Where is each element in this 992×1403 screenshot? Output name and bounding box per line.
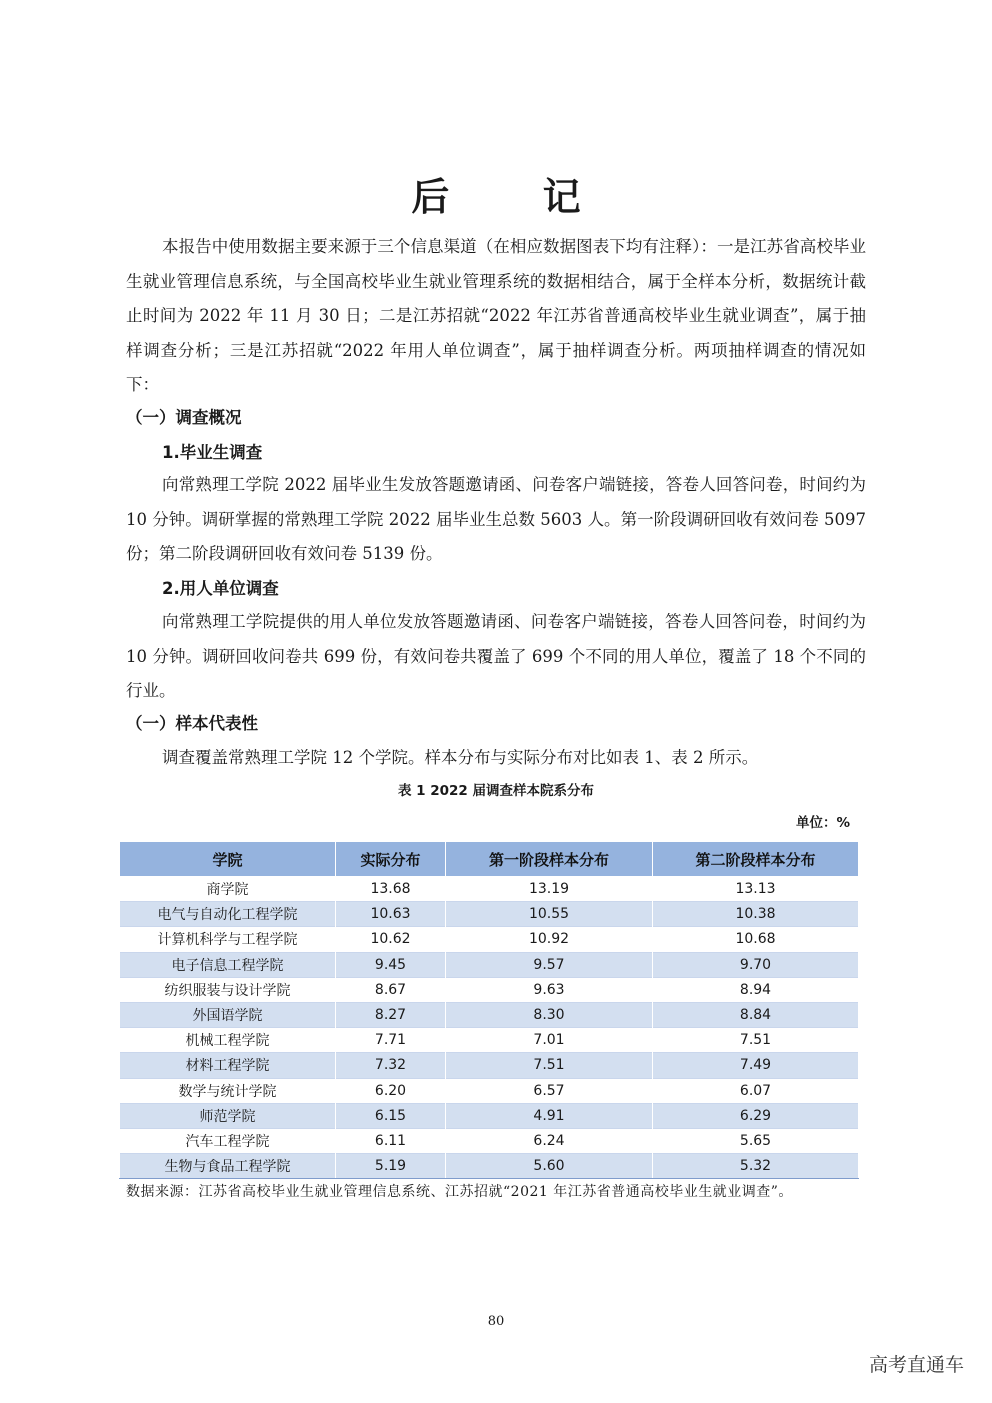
column-header-college: 学院 xyxy=(120,842,336,877)
page-title: 后 记 xyxy=(411,175,621,219)
actual-value: 6.11 xyxy=(336,1128,446,1153)
table-row xyxy=(120,927,859,952)
subheading-graduate-survey: 1.毕业生调查 xyxy=(162,443,263,462)
stage2-value: 5.32 xyxy=(653,1154,859,1179)
stage2-value: 8.94 xyxy=(653,977,859,1002)
college-name: 计算机科学与工程学院 xyxy=(120,927,336,952)
stage1-value: 8.30 xyxy=(446,1002,653,1027)
stage1-value: 6.24 xyxy=(446,1128,653,1153)
actual-value: 13.68 xyxy=(336,877,446,902)
stage1-value: 4.91 xyxy=(446,1103,653,1128)
table-row xyxy=(120,952,859,977)
table-row xyxy=(120,977,859,1002)
stage2-value: 10.68 xyxy=(653,927,859,952)
college-name: 电气与自动化工程学院 xyxy=(120,902,336,927)
stage2-value: 9.70 xyxy=(653,952,859,977)
actual-value: 6.15 xyxy=(336,1103,446,1128)
stage1-value: 10.92 xyxy=(446,927,653,952)
stage2-value: 13.13 xyxy=(653,877,859,902)
stage1-value: 5.60 xyxy=(446,1154,653,1179)
actual-value: 5.19 xyxy=(336,1154,446,1179)
college-name: 外国语学院 xyxy=(120,1002,336,1027)
table-caption: 表 1 2022 届调查样本院系分布 xyxy=(397,783,595,799)
column-header-stage2: 第二阶段样本分布 xyxy=(653,842,859,877)
stage2-value: 10.38 xyxy=(653,902,859,927)
representativeness-paragraph: 调查覆盖常熟理工学院 12 个学院。样本分布与实际分布对比如表 1、表 2 所示。 xyxy=(162,748,759,767)
subheading-employer-survey: 2.用人单位调查 xyxy=(162,579,279,598)
stage1-value: 6.57 xyxy=(446,1078,653,1103)
column-header-actual: 实际分布 xyxy=(336,842,446,877)
table-row xyxy=(120,1154,859,1179)
table-row xyxy=(120,1128,859,1153)
page-number: 80 xyxy=(487,1314,505,1329)
college-name: 师范学院 xyxy=(120,1103,336,1128)
table-row xyxy=(120,1002,859,1027)
table-row xyxy=(120,1028,859,1053)
stage2-value: 7.51 xyxy=(653,1028,859,1053)
college-name: 商学院 xyxy=(120,877,336,902)
graduate-survey-paragraph: 向常熟理工学院 2022 届毕业生发放答题邀请函、问卷客户端链接，答卷人回答问卷，时间约为 10 分钟。调研掌握的常熟理工学院 2022 届毕业生总数 5603 人。第一阶段调研回收有效问卷 5097 份；第二阶段调研回收有效问卷 5139 份。 xyxy=(126,475,866,563)
table-row xyxy=(120,877,859,902)
actual-value: 10.63 xyxy=(336,902,446,927)
actual-value: 10.62 xyxy=(336,927,446,952)
actual-value: 8.67 xyxy=(336,977,446,1002)
college-name: 机械工程学院 xyxy=(120,1028,336,1053)
table-row xyxy=(120,1053,859,1078)
table-unit: 单位：% xyxy=(795,815,850,831)
college-name: 纺织服装与设计学院 xyxy=(120,977,336,1002)
table-row xyxy=(120,1078,859,1103)
stage2-value: 8.84 xyxy=(653,1002,859,1027)
stage1-value: 7.51 xyxy=(446,1053,653,1078)
table-row xyxy=(120,902,859,927)
stage2-value: 5.65 xyxy=(653,1128,859,1153)
actual-value: 9.45 xyxy=(336,952,446,977)
stage1-value: 13.19 xyxy=(446,877,653,902)
stage1-value: 10.55 xyxy=(446,902,653,927)
table-row xyxy=(120,1103,859,1128)
actual-value: 6.20 xyxy=(336,1078,446,1103)
actual-value: 7.32 xyxy=(336,1053,446,1078)
college-name: 生物与食品工程学院 xyxy=(120,1154,336,1179)
table-header-row xyxy=(120,842,859,877)
section-heading-overview: （一）调查概况 xyxy=(126,408,242,427)
stage2-value: 6.29 xyxy=(653,1103,859,1128)
college-name: 汽车工程学院 xyxy=(120,1128,336,1153)
watermark-logo-text: 高考直通车 xyxy=(868,1354,964,1376)
stage1-value: 9.57 xyxy=(446,952,653,977)
employer-survey-paragraph: 向常熟理工学院提供的用人单位发放答题邀请函、问卷客户端链接，答卷人回答问卷，时间约为 10 分钟。调研回收问卷共 699 份，有效问卷共覆盖了 699 个不同的用人单位，覆盖了 18 个不同的行业。 xyxy=(126,612,866,700)
stage2-value: 7.49 xyxy=(653,1053,859,1078)
actual-value: 8.27 xyxy=(336,1002,446,1027)
column-header-stage1: 第一阶段样本分布 xyxy=(446,842,653,877)
stage1-value: 7.01 xyxy=(446,1028,653,1053)
college-name: 材料工程学院 xyxy=(120,1053,336,1078)
intro-paragraph: 本报告中使用数据主要来源于三个信息渠道（在相应数据图表下均有注释）：一是江苏省高校毕业生就业管理信息系统，与全国高校毕业生就业管理系统的数据相结合，属于全样本分析，数据统计截止时间为 2022 年 11 月 30 日；二是江苏招就“2022 年江苏省普通高校毕业生就业调查”，属于抽样调查分析；三是江苏招就“2022 年用人单位调查”，属于抽样调查分析。两项抽样调查的情况如下： xyxy=(126,237,866,394)
stage1-value: 9.63 xyxy=(446,977,653,1002)
sample-distribution-table xyxy=(119,841,859,1179)
college-name: 数学与统计学院 xyxy=(120,1078,336,1103)
actual-value: 7.71 xyxy=(336,1028,446,1053)
section-heading-representativeness: （一）样本代表性 xyxy=(126,714,258,733)
data-source-note: 数据来源：江苏省高校毕业生就业管理信息系统、江苏招就“2021 年江苏省普通高校毕业生就业调查”。 xyxy=(126,1184,793,1200)
college-name: 电子信息工程学院 xyxy=(120,952,336,977)
stage2-value: 6.07 xyxy=(653,1078,859,1103)
